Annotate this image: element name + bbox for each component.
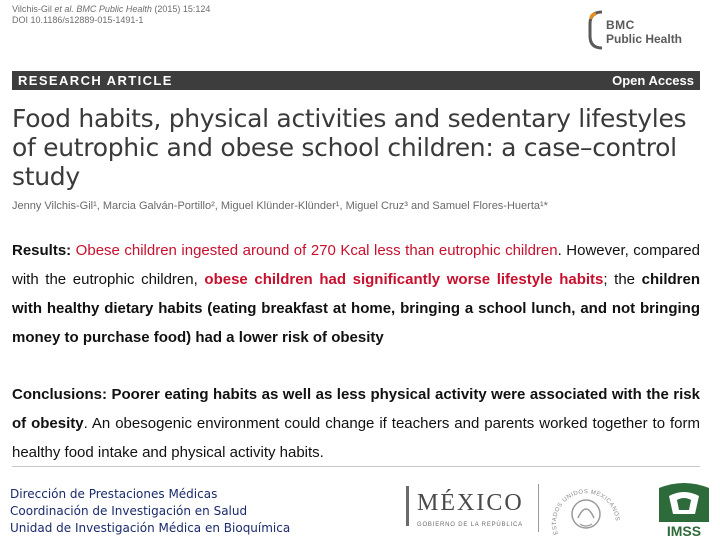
citation-etal: et al. [51,4,77,14]
mexico-government-logo [405,480,524,534]
citation-journal: BMC Public Health [76,4,152,14]
mexican-seal-icon [548,478,624,540]
citation-volume: (2015) 15:124 [151,4,211,14]
bmc-public-health-logo [588,8,708,52]
results-finding-2: obese children had significantly worse lifestyle habits [204,271,604,288]
footer-divider [12,466,700,467]
conclusions-text-2: . An obesogenic environment could change if teachers and parents worked together to form healthy food intake and physical activity habits. [12,415,700,461]
citation-block [12,4,210,26]
mexico-bar-icon [405,482,415,532]
imss-wordmark: IMSS [666,523,702,539]
imss-logo-icon [655,478,713,540]
results-paragraph [12,236,700,352]
results-finding-1: Obese children ingested around of 270 Kcal less than eutrophic children [71,242,558,259]
paper-authors: Jenny Vilchis-Gil¹, Marcia Galván-Portillo², Miguel Klünder-Klünder¹, Miguel Cruz³ and Samuel Flores-Huerta¹* [12,200,548,212]
institution-line-3: Unidad de Investigación Médica en Bioquímica [10,521,291,535]
conclusions-paragraph [12,380,700,467]
seal-text: ESTADOS UNIDOS MEXICANOS [551,489,620,536]
institution-line-1: Dirección de Prestaciones Médicas [10,487,218,501]
citation-line-1 [12,4,210,15]
paper-title: Food habits, physical activities and sedentary lifestyles of eutrophic and obese school children: a case–control study [12,104,687,191]
bmc-logo-line1: BMC [606,18,635,32]
institution-block [10,486,290,537]
results-text-2: . However, compared with the eutrophic children, [12,242,700,288]
mexico-subtitle: GOBIERNO DE LA REPÚBLICA [417,522,523,528]
results-finding-3: children with healthy dietary habits (eating breakfast at home, bringing a school lunch, and not bringing money to purchase food) had a lower risk of obesity [12,271,700,346]
institution-line-2: Coordinación de Investigación en Salud [10,504,248,518]
citation-authors: Vilchis-Gil [12,4,52,14]
article-type-label: RESEARCH ARTICLE [18,73,173,88]
conclusions-label: Conclusions: [12,386,108,403]
article-header-bar [12,71,700,90]
results-label: Results: [12,242,72,259]
mexico-wordmark: MÉXICO [417,490,524,516]
citation-doi: DOI 10.1186/s12889-015-1491-1 [12,15,144,25]
bmc-bracket-icon [588,10,604,50]
bmc-logo-line2: Public Health [606,32,683,46]
open-access-label: Open Access [612,73,694,88]
results-text-4: ; the [603,271,642,288]
logo-separator [538,484,539,532]
conclusions-finding-1: Poorer eating habits as well as less physical activity were associated with the risk of obesity [12,386,700,432]
